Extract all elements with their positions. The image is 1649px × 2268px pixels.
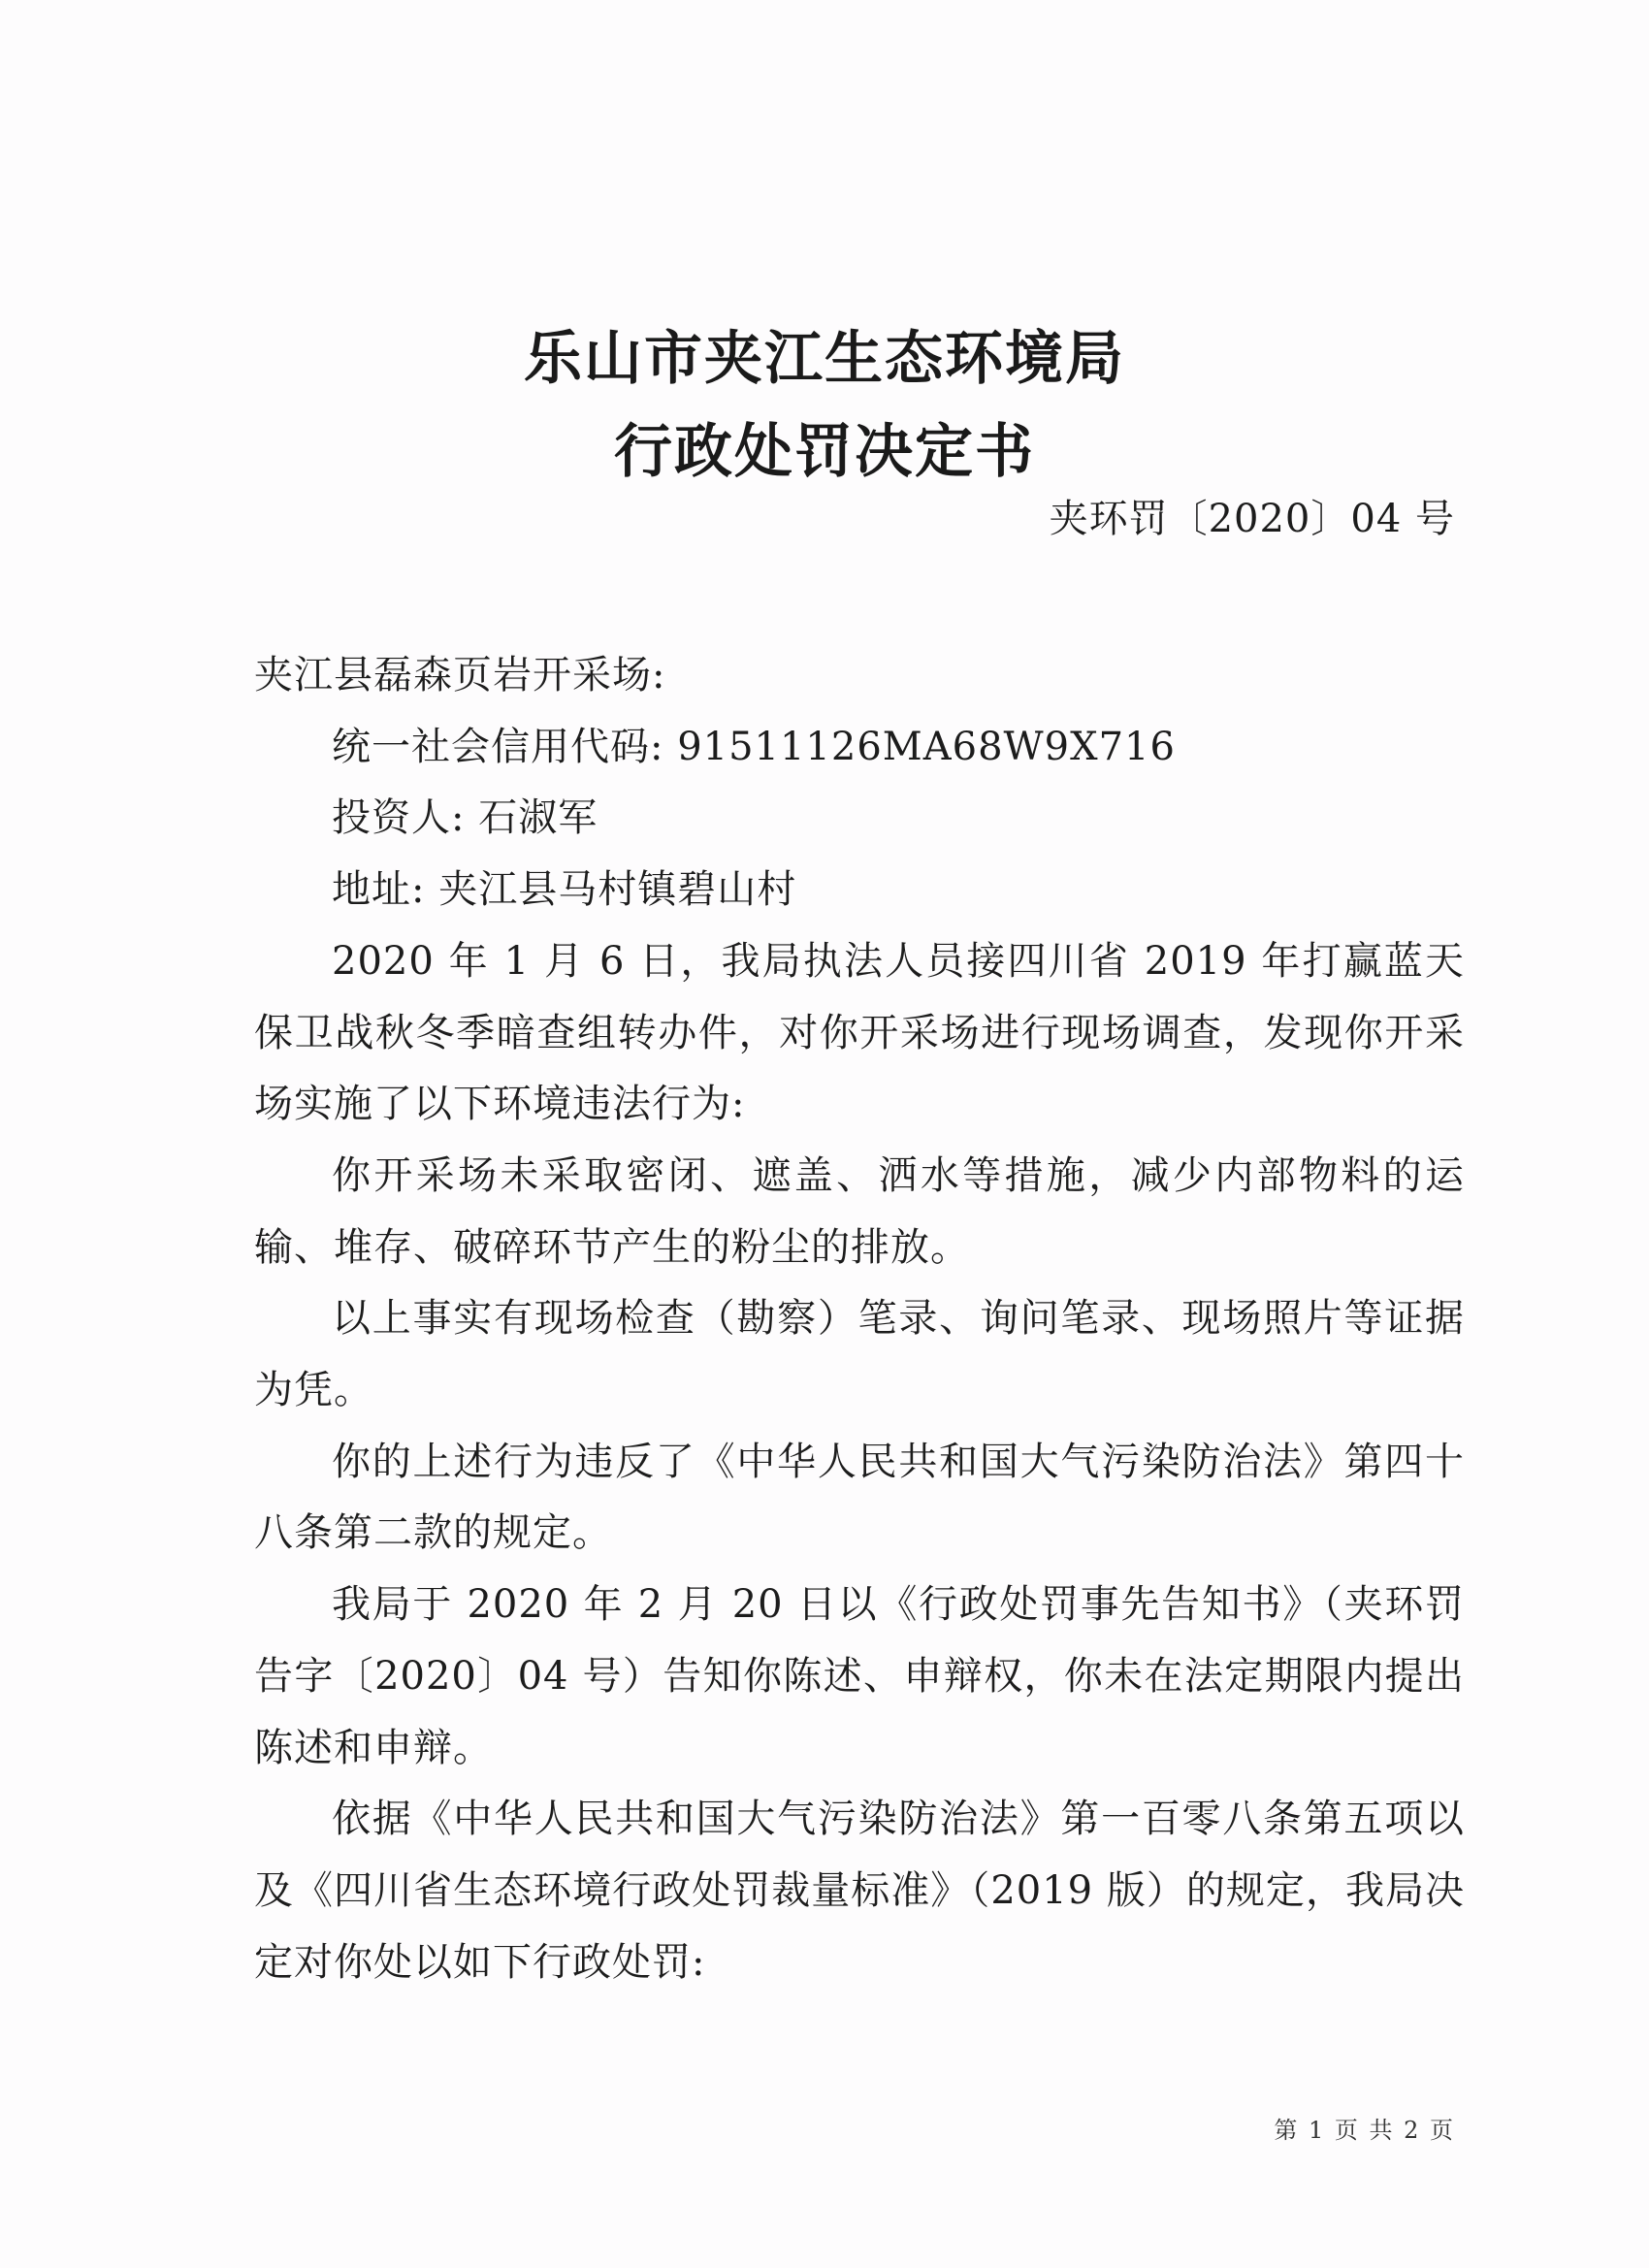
investor: 投资人: 石淑军 [332, 795, 598, 841]
paragraph-law-violated: 你的上述行为违反了《中华人民共和国大气污染防治法》第四十八条第二款的规定。 [254, 1439, 1465, 1556]
page-indicator: 第 1 页 共 2 页 [1274, 2117, 1455, 2144]
paragraph-notice: 我局于 2020 年 2 月 20 日以《行政处罚事先告知书》（夹环罚告字〔2020〕04 号）告知你陈述、申辩权，你未在法定期限内提出陈述和申辩。 [254, 1582, 1465, 1770]
document-body [254, 640, 1465, 1998]
paragraph-evidence: 以上事实有现场检查（勘察）笔录、询问笔录、现场照片等证据为凭。 [254, 1296, 1465, 1413]
document-number: 夹环罚〔2020〕04 号 [1049, 497, 1455, 541]
paragraph-decision-basis: 依据《中华人民共和国大气污染防治法》第一百零八条第五项以及《四川省生态环境行政处罚裁量标准》（2019 版）的规定，我局决定对你处以如下行政处罚: [254, 1797, 1465, 1985]
addressee: 夹江县磊森页岩开采场: [254, 653, 666, 697]
document-title-agency: 乐山市夹江生态环境局 [524, 325, 1125, 393]
paragraph-investigation: 2020 年 1 月 6 日，我局执法人员接四川省 2019 年打赢蓝天保卫战秋冬季暗查组转办件，对你开采场进行现场调查，发现你开采场实施了以下环境违法行为: [254, 938, 1465, 1127]
document-title-type: 行政处罚决定书 [614, 418, 1035, 486]
paragraph-violation: 你开采场未采取密闭、遮盖、洒水等措施，减少内部物料的运输、堆存、破碎环节产生的粉尘的排放。 [254, 1152, 1465, 1270]
credit-code: 统一社会信用代码: 91511126MA68W9X716 [332, 724, 1176, 769]
address: 地址: 夹江县马村镇碧山村 [332, 867, 797, 913]
